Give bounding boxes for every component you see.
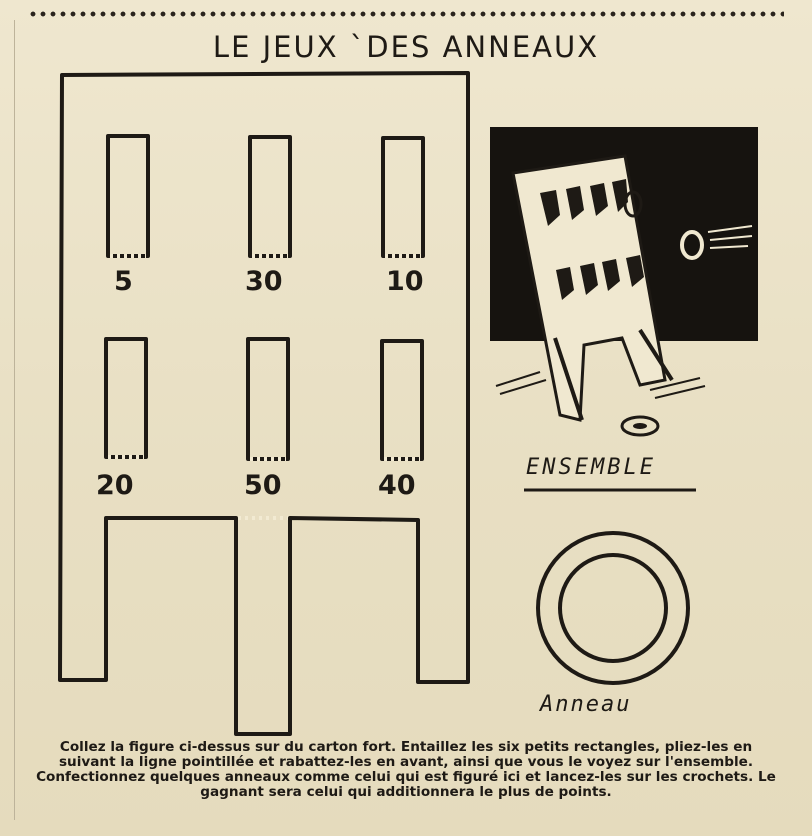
slot-rect-10 — [383, 138, 423, 256]
slot-rect-50 — [248, 339, 288, 459]
score-10: 10 — [386, 266, 424, 297]
slot-rect-5 — [108, 136, 148, 256]
score-20: 20 — [96, 470, 134, 501]
ring-illustration — [538, 533, 688, 683]
anneau-caption: Anneau — [540, 692, 632, 717]
page-title: LE JEUX `DES ANNEAUX — [212, 30, 600, 64]
board-outline — [60, 73, 468, 734]
slot-rect-20 — [106, 339, 146, 457]
score-50: 50 — [244, 470, 282, 501]
slot-rect-30 — [250, 137, 290, 256]
instructions-paragraph: Collez la figure ci-dessus sur du carton fort. Entaillez les six petits rectangles, pliez-les en suivant la ligne pointillée et rabattez-les en avant, ainsi que vous le voyez sur l'ensemble. Confectionnez quelques anneaux comme celui qui est figuré ici et lancez-les sur les crochets. Le gagnant sera celui qui additionnera le plus de points. — [36, 739, 776, 800]
slot-rect-40 — [382, 341, 422, 459]
score-5: 5 — [114, 266, 133, 297]
ensemble-illustration — [490, 127, 758, 435]
ensemble-caption: ENSEMBLE — [526, 455, 656, 480]
score-40: 40 — [378, 470, 416, 501]
score-30: 30 — [245, 266, 283, 297]
